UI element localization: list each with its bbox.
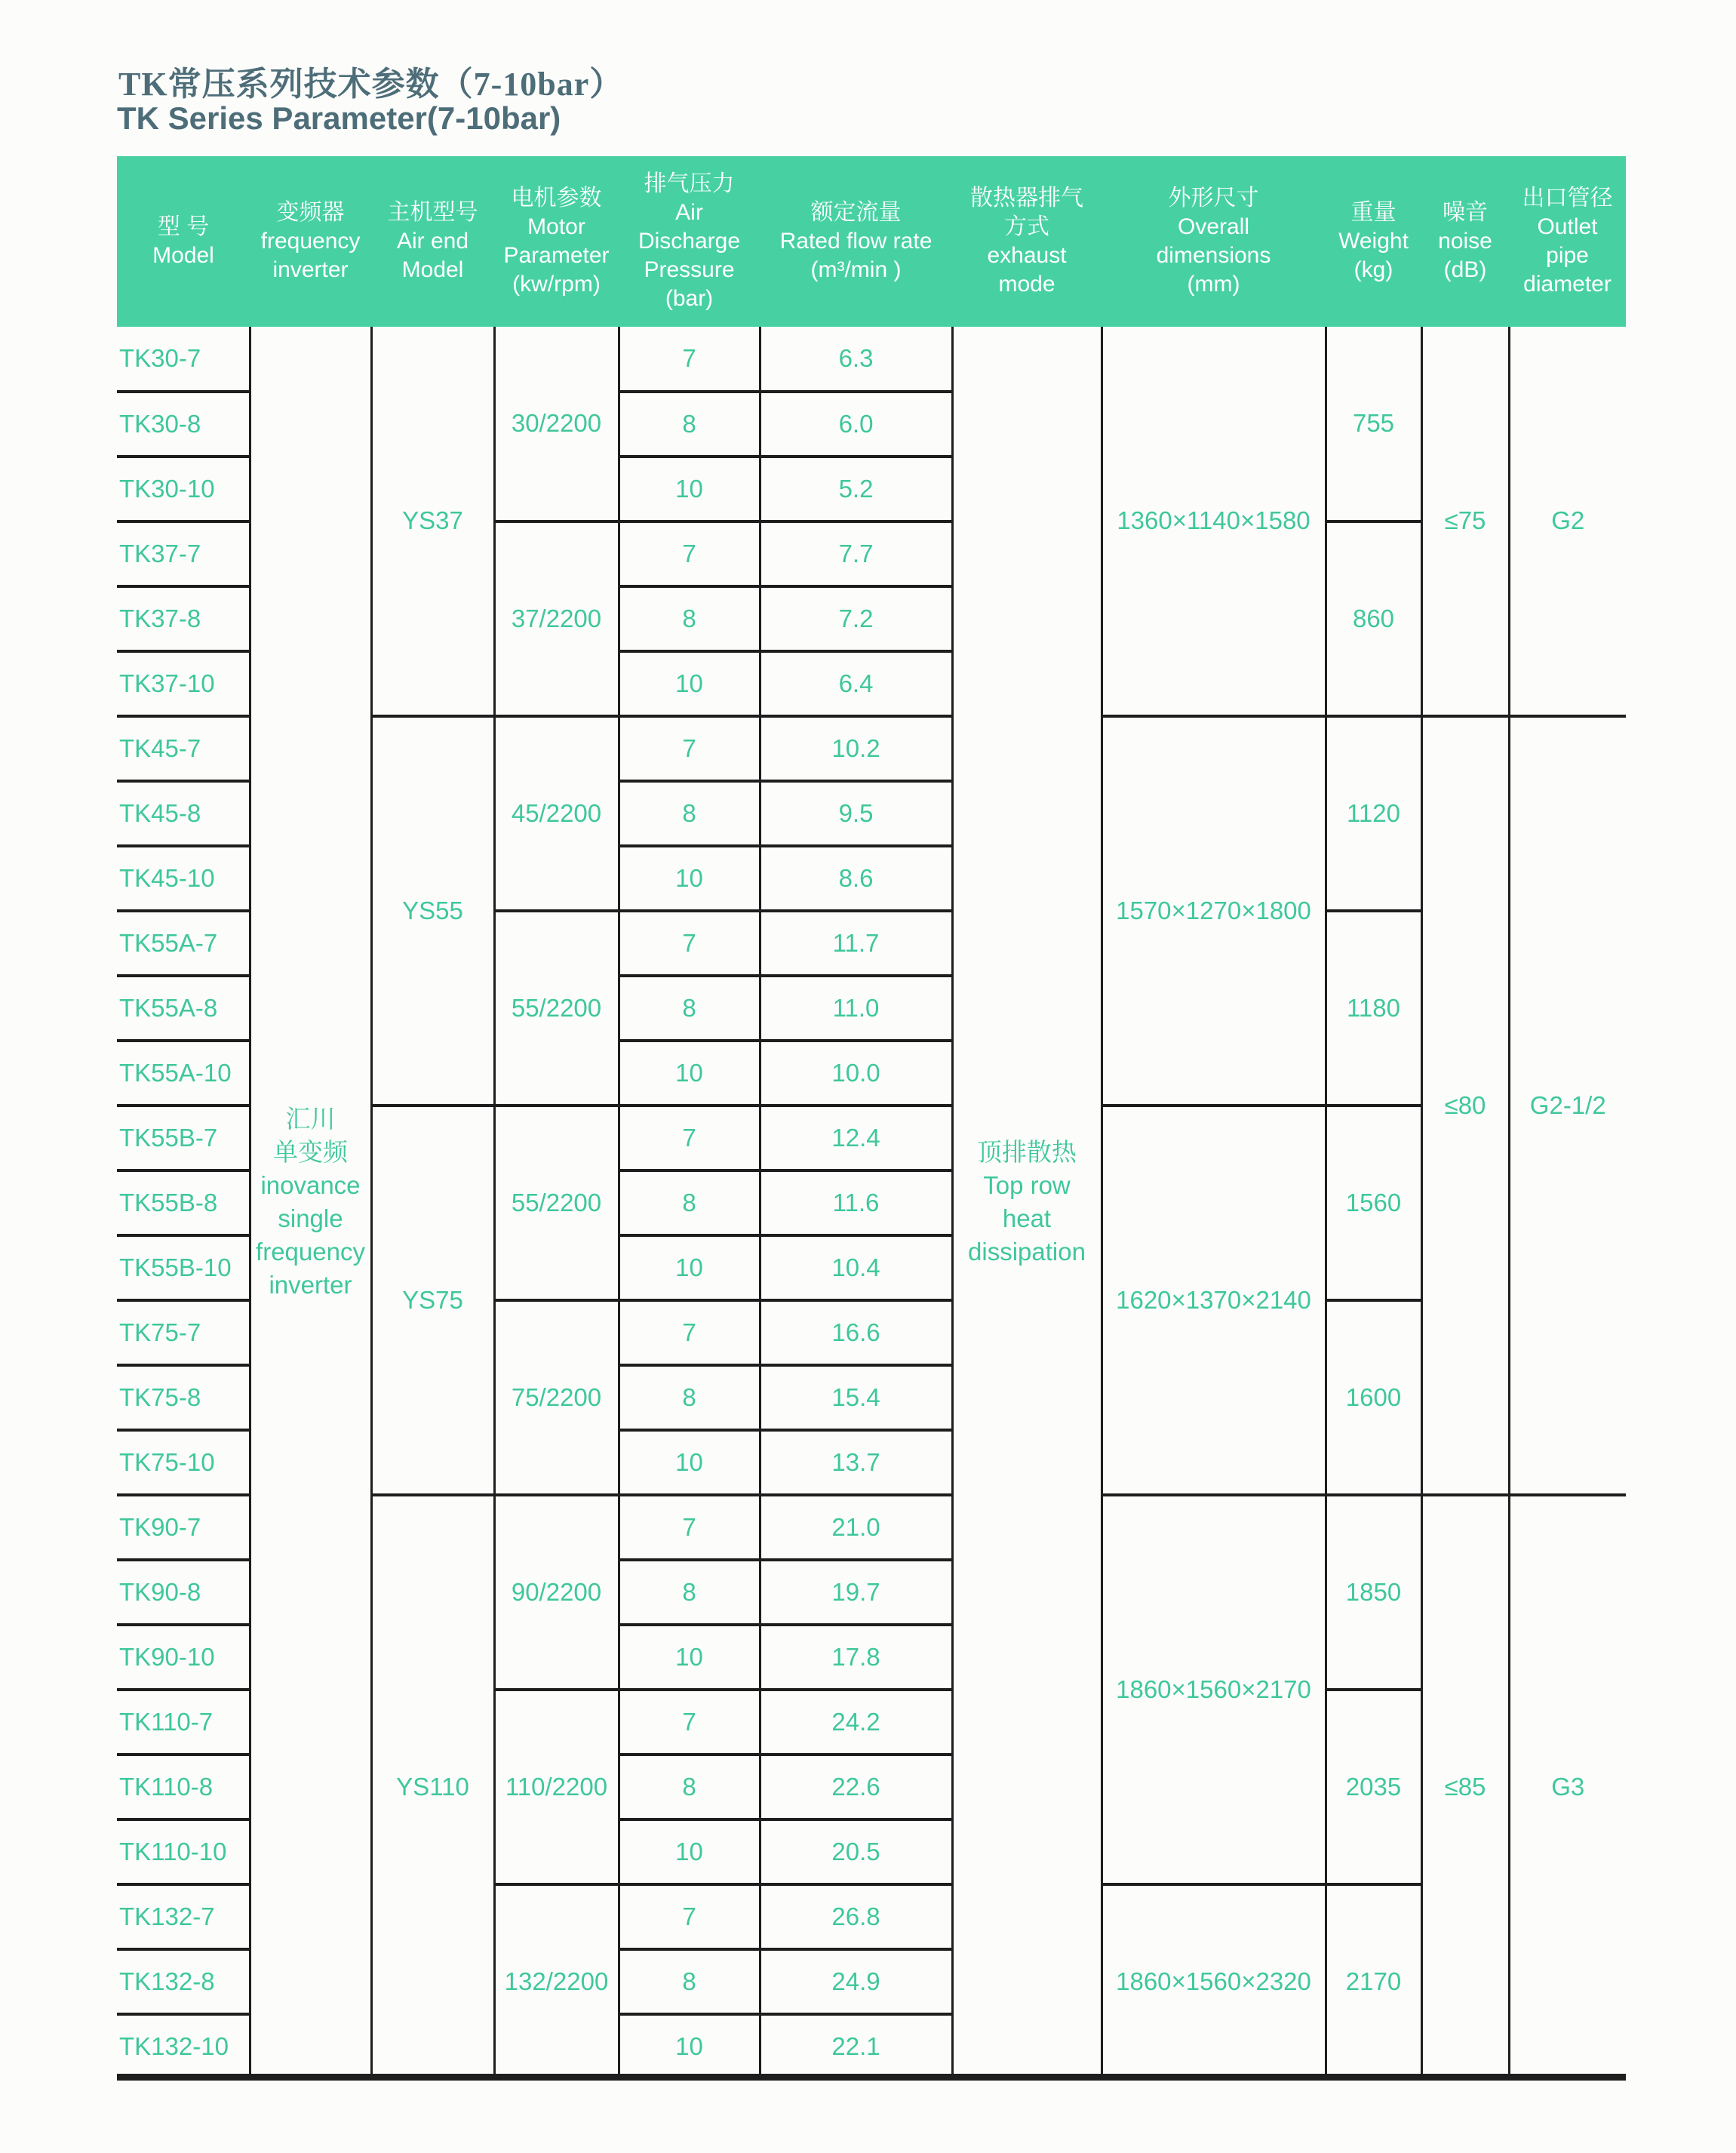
cell-pressure-r3: 10 [619,457,760,521]
cell-model-r27: TK132-10 [117,2014,250,2079]
cell-flow-r23: 22.6 [760,1755,952,1819]
cell-flow-r10: 11.7 [760,911,952,976]
cell-flow-r4: 7.7 [760,521,952,586]
cell-model-r11: TK55A-8 [117,976,250,1041]
cell-weight-r10: 1180 [1326,911,1421,1106]
cell-model-r16: TK75-7 [117,1300,250,1365]
header-pressure: 排气压力 Air Discharge Pressure (bar) [619,156,760,327]
cell-motor-r22: 110/2200 [494,1690,619,1884]
header-weight: 重量 Weight (kg) [1326,156,1421,327]
cell-dims-r13: 1620×1370×2140 [1102,1106,1326,1495]
cell-model-r2: TK30-8 [117,392,250,457]
parameter-table-wrap [117,156,1626,2081]
cell-model-r8: TK45-8 [117,781,250,846]
cell-model-r13: TK55B-7 [117,1106,250,1170]
header-row [117,156,1626,327]
cell-model-r1: TK30-7 [117,327,250,392]
cell-model-r9: TK45-10 [117,846,250,911]
cell-model-r22: TK110-7 [117,1690,250,1755]
page-title-en: TK Series Parameter(7-10bar) [117,100,561,136]
cell-model-r17: TK75-8 [117,1365,250,1430]
cell-model-r24: TK110-10 [117,1819,250,1884]
cell-pressure-r21: 10 [619,1625,760,1690]
header-airend: 主机型号 Air end Model [371,156,494,327]
table-body [117,327,1626,2079]
cell-flow-r1: 6.3 [760,327,952,392]
cell-dims-r7: 1570×1270×1800 [1102,716,1326,1106]
cell-dims-r25: 1860×1560×2320 [1102,1884,1326,2079]
cell-airend-r7: YS55 [371,716,494,1106]
header-exhaust: 散热器排气 方式 exhaust mode [952,156,1102,327]
cell-flow-r2: 6.0 [760,392,952,457]
cell-motor-r7: 45/2200 [494,716,619,911]
cell-pressure-r18: 10 [619,1430,760,1495]
cell-flow-r12: 10.0 [760,1041,952,1106]
cell-pressure-r5: 8 [619,586,760,651]
cell-model-r20: TK90-8 [117,1560,250,1625]
cell-flow-r18: 13.7 [760,1430,952,1495]
table-row [117,327,1626,392]
header-flow: 额定流量 Rated flow rate (m³/min ) [760,156,952,327]
cell-pressure-r25: 7 [619,1884,760,1949]
cell-flow-r25: 26.8 [760,1884,952,1949]
cell-flow-r11: 11.0 [760,976,952,1041]
cell-flow-r19: 21.0 [760,1495,952,1560]
cell-exhaust-r1: 顶排散热 Top row heat dissipation [952,327,1102,2079]
cell-model-r18: TK75-10 [117,1430,250,1495]
cell-outlet-r1: G2 [1509,327,1626,716]
cell-pressure-r24: 10 [619,1819,760,1884]
cell-airend-r19: YS110 [371,1495,494,2079]
cell-model-r25: TK132-7 [117,1884,250,1949]
cell-flow-r24: 20.5 [760,1819,952,1884]
cell-pressure-r6: 10 [619,651,760,716]
cell-dims-r1: 1360×1140×1580 [1102,327,1326,716]
cell-motor-r13: 55/2200 [494,1106,619,1300]
cell-outlet-r19: G3 [1509,1495,1626,2079]
cell-model-r19: TK90-7 [117,1495,250,1560]
cell-model-r12: TK55A-10 [117,1041,250,1106]
header-motor: 电机参数 Motor Parameter (kw/rpm) [494,156,619,327]
cell-pressure-r10: 7 [619,911,760,976]
cell-motor-r25: 132/2200 [494,1884,619,2079]
cell-motor-r16: 75/2200 [494,1300,619,1495]
cell-weight-r25: 2170 [1326,1884,1421,2079]
cell-pressure-r1: 7 [619,327,760,392]
table-bottom-border [117,2074,1626,2080]
cell-weight-r22: 2035 [1326,1690,1421,1884]
cell-model-r26: TK132-8 [117,1949,250,2014]
header-dims: 外形尺寸 Overall dimensions (mm) [1102,156,1326,327]
cell-flow-r26: 24.9 [760,1949,952,2014]
cell-model-r7: TK45-7 [117,716,250,781]
cell-motor-r19: 90/2200 [494,1495,619,1690]
cell-pressure-r12: 10 [619,1041,760,1106]
cell-flow-r8: 9.5 [760,781,952,846]
cell-flow-r15: 10.4 [760,1235,952,1300]
cell-weight-r4: 860 [1326,521,1421,716]
cell-pressure-r13: 7 [619,1106,760,1170]
cell-flow-r21: 17.8 [760,1625,952,1690]
cell-motor-r10: 55/2200 [494,911,619,1106]
cell-outlet-r7: G2-1/2 [1509,716,1626,1495]
cell-pressure-r27: 10 [619,2014,760,2079]
header-noise: 噪音 noise (dB) [1421,156,1509,327]
cell-flow-r6: 6.4 [760,651,952,716]
cell-noise-r1: ≤75 [1421,327,1509,716]
cell-pressure-r16: 7 [619,1300,760,1365]
cell-pressure-r9: 10 [619,846,760,911]
cell-pressure-r7: 7 [619,716,760,781]
cell-model-r15: TK55B-10 [117,1235,250,1300]
cell-weight-r7: 1120 [1326,716,1421,911]
cell-pressure-r23: 8 [619,1755,760,1819]
cell-pressure-r19: 7 [619,1495,760,1560]
cell-noise-r19: ≤85 [1421,1495,1509,2079]
cell-weight-r16: 1600 [1326,1300,1421,1495]
cell-model-r23: TK110-8 [117,1755,250,1819]
cell-pressure-r2: 8 [619,392,760,457]
cell-pressure-r4: 7 [619,521,760,586]
cell-airend-r13: YS75 [371,1106,494,1495]
cell-motor-r4: 37/2200 [494,521,619,716]
header-outlet: 出口管径 Outlet pipe diameter [1509,156,1626,327]
cell-pressure-r20: 8 [619,1560,760,1625]
cell-model-r5: TK37-8 [117,586,250,651]
cell-flow-r16: 16.6 [760,1300,952,1365]
cell-pressure-r8: 8 [619,781,760,846]
parameter-table [117,156,1626,2081]
cell-noise-r7: ≤80 [1421,716,1509,1495]
cell-pressure-r26: 8 [619,1949,760,2014]
cell-model-r4: TK37-7 [117,521,250,586]
cell-flow-r17: 15.4 [760,1365,952,1430]
cell-weight-r1: 755 [1326,327,1421,521]
cell-model-r14: TK55B-8 [117,1170,250,1235]
cell-model-r6: TK37-10 [117,651,250,716]
cell-flow-r20: 19.7 [760,1560,952,1625]
cell-flow-r27: 22.1 [760,2014,952,2079]
cell-flow-r7: 10.2 [760,716,952,781]
cell-flow-r3: 5.2 [760,457,952,521]
cell-dims-r19: 1860×1560×2170 [1102,1495,1326,1884]
cell-flow-r5: 7.2 [760,586,952,651]
cell-pressure-r15: 10 [619,1235,760,1300]
page-title-zh: TK常压系列技术参数（7-10bar） [118,66,624,103]
cell-flow-r14: 11.6 [760,1170,952,1235]
cell-airend-r1: YS37 [371,327,494,716]
cell-pressure-r11: 8 [619,976,760,1041]
cell-model-r3: TK30-10 [117,457,250,521]
cell-weight-r13: 1560 [1326,1106,1421,1300]
cell-pressure-r17: 8 [619,1365,760,1430]
cell-weight-r19: 1850 [1326,1495,1421,1690]
cell-model-r21: TK90-10 [117,1625,250,1690]
cell-pressure-r14: 8 [619,1170,760,1235]
cell-model-r10: TK55A-7 [117,911,250,976]
cell-motor-r1: 30/2200 [494,327,619,521]
cell-flow-r13: 12.4 [760,1106,952,1170]
header-model: 型 号 Model [117,156,250,327]
cell-flow-r22: 24.2 [760,1690,952,1755]
cell-flow-r9: 8.6 [760,846,952,911]
cell-inverter-r1: 汇川 单变频 inovance single frequency inverter [250,327,371,2079]
header-inverter: 变频器 frequency inverter [250,156,371,327]
cell-pressure-r22: 7 [619,1690,760,1755]
